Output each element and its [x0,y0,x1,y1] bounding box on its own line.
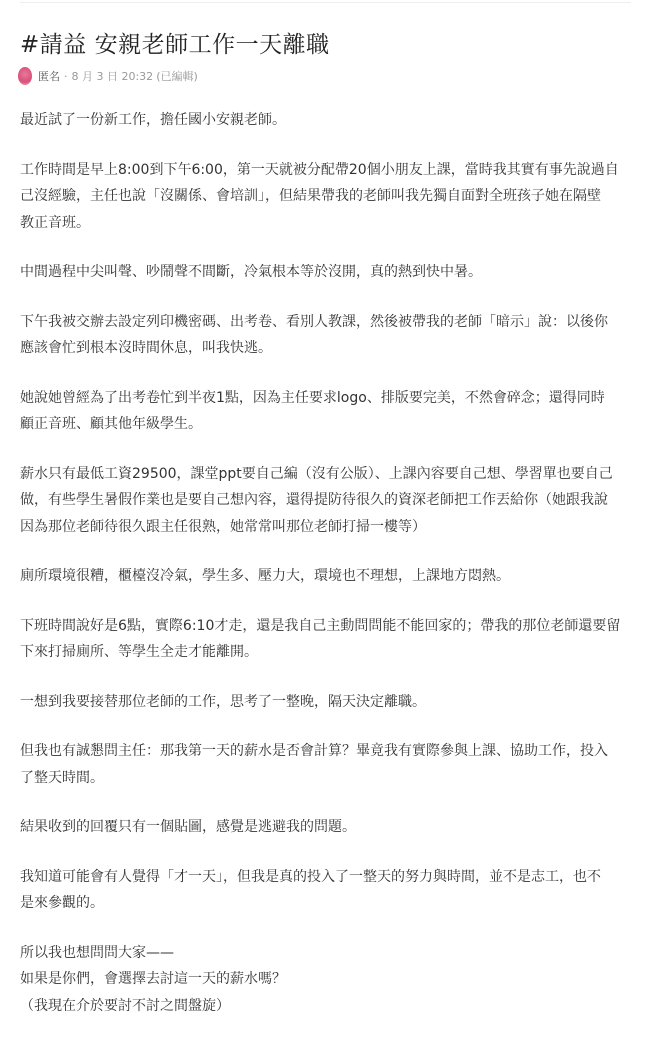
post-paragraph [20,864,635,917]
paragraph-line: 做，有些學生暑假作業也是要自己想內容，還得提防待很久的資深老師把工作丟給你（她跟我說 [20,492,608,508]
paragraph-line: 如果是你們，會選擇去討這一天的薪水嗎？ [20,971,286,987]
paragraph-line: 下午我被交辦去設定列印機密碼、出考卷、看別人教課，然後被帶我的老師「暗示」說：以後你 [20,313,608,330]
paragraph-line: 薪水只有最低工資29500，課堂ppt要自己編（沒有公版）、上課內容要自己想、學習單也要自己 [20,465,613,482]
top-divider [20,2,631,3]
paragraph-line: 工作時間是早上8:00到下午6:00，第一天就被分配帶20個小朋友上課，當時我其實有事先說過自 [20,161,619,178]
paragraph-line: 了整天時間。 [20,769,104,786]
paragraph-line: （我現在介於要討不討之間盤旋） [20,997,230,1014]
paragraph-line: 下班時間說好是6點，實際6:10才走，還是我自己主動問問能不能回家的；帶我的那位老師還要留 [20,617,621,634]
post-paragraph [20,940,635,1020]
paragraph-line: 廁所環境很糟，櫃檯沒冷氣，學生多、壓力大，環境也不理想，上課地方悶熱。 [20,568,510,584]
paragraph-line: 下來打掃廁所、等學生全走才能離開。 [20,644,258,660]
meta-separator: · [64,69,68,83]
post-paragraph [20,461,635,541]
paragraph-line: 她說她曾經為了出考卷忙到半夜1點，因為主任要求logo、排版要完美，不然會碎念；還得同時 [20,389,605,406]
post-paragraph [20,738,635,791]
post-paragraph [20,563,635,590]
paragraph-line: 我知道可能會有人覺得「才一天」，但我是真的投入了一整天的努力與時間，並不是志工，也不 [20,868,601,885]
paragraph-line: 因為那位老師待很久跟主任很熟，她常常叫那位老師打掃一樓等） [20,518,426,535]
post-meta [18,67,198,85]
post-paragraph [20,107,635,134]
paragraph-line: 結果收到的回覆只有一個貼圖，感覺是逃避我的問題。 [20,819,356,835]
paragraph-line: 教正音班。 [20,214,90,231]
paragraph-line: 最近試了一份新工作，擔任國小安親老師。 [20,112,286,128]
edited-label: (已編輯) [156,70,198,83]
paragraph-line: 己沒經驗，主任也說「沒關係、會培訓」，但結果帶我的老師叫我先獨自面對全班孩子她在隔壁 [20,188,601,204]
paragraph-line: 顧正音班、顧其他年級學生。 [20,416,202,432]
post-title: #請益 安親老師工作一天離職 [20,32,330,58]
paragraph-line: 但我也有誠懇問主任：那我第一天的薪水是否會計算？畢竟我有實際參與上課、協助工作，投入 [20,743,608,759]
post-paragraph [20,385,635,438]
paragraph-line: 是來參觀的。 [20,895,104,911]
paragraph-line: 一想到我要接替那位老師的工作，思考了一整晚，隔天決定離職。 [20,693,426,710]
post-paragraph [20,157,635,237]
paragraph-line: 應該會忙到根本沒時間休息，叫我快逃。 [20,340,272,356]
post-paragraph [20,613,635,666]
post-paragraph [20,259,635,286]
post-paragraph [20,689,635,716]
post-body [20,107,635,1042]
post-paragraph [20,814,635,841]
post-paragraph [20,309,635,362]
paragraph-line: 所以我也想問問大家—— [20,944,174,961]
avatar-icon [18,67,32,85]
author-name[interactable]: 匿名 [38,70,60,83]
post-date: 8 月 3 日 20:32 [71,70,154,83]
paragraph-line: 中間過程中尖叫聲、吵鬧聲不間斷，冷氣根本等於沒開，真的熱到快中暑。 [20,264,482,280]
